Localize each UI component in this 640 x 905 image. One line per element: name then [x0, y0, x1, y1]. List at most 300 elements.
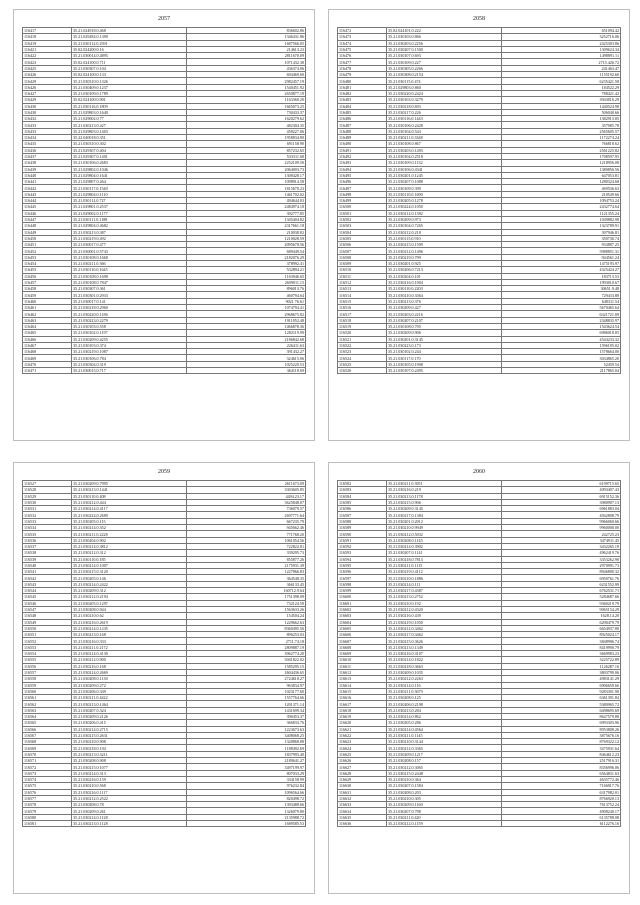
record-id-cell: 116533: [23, 518, 72, 524]
parcel-code-cell: 35.21.030409.0.1237: [72, 84, 187, 90]
amount-cell: 3474911.45: [502, 537, 621, 543]
parcel-code-cell: 35.21.030108.0.705: [387, 323, 502, 329]
amount-cell: 1461702.02: [187, 191, 306, 197]
record-id-cell: 116580: [23, 814, 72, 820]
record-id-cell: 116458: [23, 286, 72, 292]
amount-cell: 2432774.64: [502, 204, 621, 210]
amount-cell: 5284687.66: [502, 594, 621, 600]
amount-cell: 2117865.04: [502, 368, 621, 374]
amount-cell: 1049882.98: [502, 216, 621, 222]
ledger-table: [337, 27, 621, 374]
parcel-code-cell: 35.21.030215.0.3120: [72, 569, 187, 575]
amount-cell: 2968675.82: [187, 311, 306, 317]
parcel-code-cell: 35.21.030212.0.1392: [387, 210, 502, 216]
record-id-cell: 116567: [23, 732, 72, 738]
amount-cell: 366133.45: [187, 581, 306, 587]
amount-cell: 1578664.00: [502, 349, 621, 355]
record-id-cell: 116475: [338, 46, 387, 52]
parcel-code-cell: 35.21.029284.0.1390: [72, 34, 187, 40]
record-id-cell: 116502: [338, 216, 387, 222]
parcel-code-cell: 35.21.030216.0.3107: [387, 651, 502, 657]
parcel-code-cell: 35.21.030208.0.1145: [387, 537, 502, 543]
record-id-cell: 116490: [338, 141, 387, 147]
amount-cell: 160712.9.64: [187, 588, 306, 594]
amount-cell: 667235.79: [187, 518, 306, 524]
record-id-cell: 116627: [338, 764, 387, 770]
amount-cell: 2970991.73: [502, 562, 621, 568]
record-id-cell: 116632: [338, 795, 387, 801]
amount-cell: 1280324.68: [502, 179, 621, 185]
amount-cell: 214613.23: [187, 46, 306, 52]
amount-cell: 242725.23: [502, 531, 621, 537]
parcel-code-cell: 35.21.030208.0.157: [387, 758, 502, 764]
amount-cell: 1540451.92: [187, 84, 306, 90]
record-id-cell: 116463: [23, 317, 72, 323]
record-id-cell: 116430: [23, 109, 72, 115]
parcel-code-cell: 35.21.030218.0.2960: [72, 305, 187, 311]
parcel-code-cell: 35.21.030308.0.2154: [387, 72, 502, 78]
record-id-cell: 116468: [23, 349, 72, 355]
record-id-cell: 116591: [338, 537, 387, 543]
amount-cell: 6950761.76: [502, 575, 621, 581]
amount-cell: 771768.20: [187, 531, 306, 537]
amount-cell: 2317661.18: [187, 223, 306, 229]
parcel-code-cell: 35.02.024100.0.901: [72, 97, 187, 103]
amount-cell: 976232.84: [187, 783, 306, 789]
amount-cell: 494644.03: [187, 198, 306, 204]
parcel-code-cell: 35.21.030107.0.2495: [387, 368, 502, 374]
parcel-code-cell: 35.21.030210.0.568: [72, 783, 187, 789]
parcel-code-cell: 35.21.030214.0.1822: [387, 657, 502, 663]
record-id-cell: 116467: [23, 342, 72, 348]
amount-cell: 1751398.09: [187, 594, 306, 600]
ledger-table: [22, 480, 306, 827]
record-id-cell: 116439: [23, 166, 72, 172]
amount-cell: 9360219.79: [502, 600, 621, 606]
amount-cell: 6231552.99: [502, 581, 621, 587]
parcel-code-cell: 35.21.030103.0.558: [72, 323, 187, 329]
amount-cell: 689449.54: [187, 248, 306, 254]
parcel-code-cell: 35.21.030214.0.3902: [387, 543, 502, 549]
parcel-code-cell: 35.21.030106.0.4341: [387, 166, 502, 172]
parcel-code-cell: 35.21.030203.0.2256: [387, 40, 502, 46]
parcel-code-cell: 35.21.030209.0.1160: [387, 802, 502, 808]
amount-cell: 5670465.64: [502, 305, 621, 311]
parcel-code-cell: 35.21.030001.0.5743: [72, 248, 187, 254]
amount-cell: 694469.60: [187, 72, 306, 78]
record-id-cell: 116602: [338, 606, 387, 612]
record-id-cell: 116553: [23, 644, 72, 650]
amount-cell: 1218956.08: [502, 160, 621, 166]
record-id-cell: 116435: [23, 141, 72, 147]
record-id-cell: 116634: [338, 808, 387, 814]
record-id-cell: 116592: [338, 543, 387, 549]
parcel-code-cell: 35.21.030213.0.1441: [72, 487, 187, 493]
amount-cell: 4544233.32: [502, 336, 621, 342]
record-id-cell: 116462: [23, 311, 72, 317]
parcel-code-cell: 35.21.030214.0.111: [387, 581, 502, 587]
parcel-code-cell: 35.21.030201.0.2012: [387, 518, 502, 524]
record-id-cell: 116526: [338, 368, 387, 374]
record-id-cell: 116474: [338, 40, 387, 46]
record-id-cell: 116535: [23, 531, 72, 537]
amount-cell: 2517916.31: [502, 758, 621, 764]
parcel-code-cell: 35.21.030208.0.78: [72, 802, 187, 808]
record-id-cell: 116631: [338, 789, 387, 795]
parcel-code-cell: 35.21.029307.0.1401: [72, 153, 187, 159]
record-id-cell: 116550: [23, 625, 72, 631]
parcel-code-cell: 35.21.030017.0.477: [72, 242, 187, 248]
parcel-code-cell: 35.21.030108.0.1698: [72, 273, 187, 279]
record-id-cell: 116485: [338, 109, 387, 115]
amount-cell: 766818.62: [502, 141, 621, 147]
amount-cell: 2095678.56: [187, 242, 306, 248]
record-id-cell: 116588: [338, 518, 387, 524]
record-id-cell: 116572: [23, 764, 72, 770]
amount-cell: 6906659.66: [502, 682, 621, 688]
record-id-cell: 116492: [338, 153, 387, 159]
table-row: [338, 821, 621, 827]
parcel-code-cell: 35.21.030208.0.1130: [72, 676, 187, 682]
parcel-code-cell: 35.21.030212.0.1496: [387, 248, 502, 254]
parcel-code-cell: 35.21.030212.0.4320: [387, 606, 502, 612]
amount-cell: 4908240.17: [502, 808, 621, 814]
amount-cell: 4942808.79: [502, 512, 621, 518]
amount-cell: 532894.21: [187, 267, 306, 273]
record-id-cell: 116466: [23, 336, 72, 342]
record-id-cell: 116524: [338, 355, 387, 361]
record-id-cell: 116573: [23, 770, 72, 776]
parcel-code-cell: 35.21.030215.0.2448: [387, 770, 502, 776]
parcel-code-cell: 35.21.030224.0.2689: [72, 512, 187, 518]
amount-cell: 3875676.16: [502, 732, 621, 738]
record-id-cell: 116540: [23, 562, 72, 568]
parcel-code-cell: 35.21.030201.0.3145: [387, 336, 502, 342]
record-id-cell: 116501: [338, 210, 387, 216]
record-id-cell: 116532: [23, 512, 72, 518]
ledger-page-2: [328, 9, 630, 441]
parcel-code-cell: 35.02.024200.0.16: [72, 46, 187, 52]
record-id-cell: 116601: [338, 600, 387, 606]
record-id-cell: 116425: [23, 65, 72, 71]
parcel-code-cell: 35.02.024100.0.711: [72, 59, 187, 65]
parcel-code-cell: 35.21.030212.0.444: [72, 499, 187, 505]
parcel-code-cell: 35.21.030110.0.2203: [387, 286, 502, 292]
amount-cell: 1543624.54: [502, 323, 621, 329]
parcel-code-cell: 35.21.030219.0.1087: [72, 349, 187, 355]
record-id-cell: 116507: [338, 248, 387, 254]
parcel-code-cell: 35.21.024918.0.468: [72, 28, 187, 34]
record-id-cell: 116433: [23, 122, 72, 128]
amount-cell: 183713.53: [502, 273, 621, 279]
parcel-code-cell: 35.21.030212.0.3365: [387, 745, 502, 751]
parcel-code-cell: 35.21.030215.0.3626: [387, 638, 502, 644]
parcel-code-cell: 35.21.029804.0.1641: [72, 172, 187, 178]
amount-cell: 2697771.64: [187, 512, 306, 518]
parcel-code-cell: 35.21.030205.0.286: [387, 720, 502, 726]
amount-cell: 5380965.72: [502, 701, 621, 707]
record-id-cell: 116459: [23, 292, 72, 298]
parcel-code-cell: 35.21.030210.0.305: [387, 795, 502, 801]
amount-cell: 729433.88: [502, 292, 621, 298]
amount-cell: 458227.06: [187, 128, 306, 134]
amount-cell: 722822.01: [187, 543, 306, 549]
parcel-code-cell: 35.21.030211.0.3348: [387, 135, 502, 141]
record-id-cell: 116582: [338, 481, 387, 487]
parcel-code-cell: 35.21.030117.0.170: [387, 355, 502, 361]
record-id-cell: 116558: [23, 676, 72, 682]
record-id-cell: 116427: [23, 90, 72, 96]
record-id-cell: 116419: [23, 40, 72, 46]
record-id-cell: 116432: [23, 116, 72, 122]
record-id-cell: 116635: [338, 814, 387, 820]
record-id-cell: 116548: [23, 613, 72, 619]
parcel-code-cell: 35.02.024100.0.133: [72, 72, 187, 78]
record-id-cell: 116561: [23, 695, 72, 701]
parcel-code-cell: 35.21.030207.0.1584: [387, 783, 502, 789]
amount-cell: 807033.29: [187, 770, 306, 776]
record-id-cell: 116478: [338, 65, 387, 71]
record-id-cell: 116476: [338, 53, 387, 59]
amount-cell: 378992.41: [187, 260, 306, 266]
record-id-cell: 116581: [23, 821, 72, 827]
record-id-cell: 116628: [338, 770, 387, 776]
amount-cell: 3303605.85: [187, 487, 306, 493]
parcel-code-cell: 35.21.030214.0.862: [387, 713, 502, 719]
record-id-cell: 116438: [23, 160, 72, 166]
amount-cell: 2252109.50: [187, 160, 306, 166]
record-id-cell: 116498: [338, 191, 387, 197]
parcel-code-cell: 35.21.030212.0.312: [72, 550, 187, 556]
amount-cell: 4635772.46: [502, 776, 621, 782]
record-id-cell: 116449: [23, 229, 72, 235]
record-id-cell: 116477: [338, 59, 387, 65]
amount-cell: 1282119.99: [187, 330, 306, 336]
parcel-code-cell: 35.21.030215.0.1077: [72, 764, 187, 770]
record-id-cell: 116443: [23, 191, 72, 197]
parcel-code-cell: 35.21.030217.0.226: [387, 109, 502, 115]
table-row: [23, 821, 306, 827]
amount-cell: 8360495.56: [187, 625, 306, 631]
parcel-code-cell: 35.21.030117.0.1540: [72, 185, 187, 191]
parcel-code-cell: 35.21.030110.0.1690: [387, 191, 502, 197]
parcel-code-cell: 35.21.030209.0.7995: [72, 481, 187, 487]
parcel-code-cell: 35.21.030213.0.2752: [387, 594, 502, 600]
parcel-code-cell: 35.21.030219.0.4112: [387, 569, 502, 575]
parcel-code-cell: 35.21.030218.0.194: [72, 745, 187, 751]
record-id-cell: 116618: [338, 707, 387, 713]
amount-cell: 469536.63: [502, 185, 621, 191]
amount-cell: 1689585.53: [187, 821, 306, 827]
record-id-cell: 116465: [23, 330, 72, 336]
amount-cell: 732124.59: [187, 600, 306, 606]
amount-cell: 3408068.25: [187, 732, 306, 738]
amount-cell: 1172274.24: [502, 135, 621, 141]
amount-cell: 6564831.63: [502, 770, 621, 776]
record-id-cell: 116576: [23, 789, 72, 795]
amount-cell: 1815670.23: [187, 185, 306, 191]
amount-cell: 1393488.66: [187, 802, 306, 808]
amount-cell: 533311.68: [187, 153, 306, 159]
parcel-code-cell: 35.21.030212.0.3065: [387, 764, 502, 770]
amount-cell: 1596195.02: [502, 342, 621, 348]
amount-cell: 1308428.17: [187, 172, 306, 178]
amount-cell: 933887.25: [502, 242, 621, 248]
parcel-code-cell: 35.21.030213.0.1464: [72, 701, 187, 707]
parcel-code-cell: 35.21.029307.0.404: [72, 147, 187, 153]
page-title: 2058: [473, 16, 485, 22]
page-title: 2057: [158, 16, 170, 22]
record-id-cell: 116594: [338, 556, 387, 562]
amount-cell: 1025220.53: [187, 361, 306, 367]
parcel-code-cell: 35.21.029803.0.1403: [72, 128, 187, 134]
amount-cell: 8766920.13: [502, 795, 621, 801]
amount-cell: 3497199.97: [187, 764, 306, 770]
record-id-cell: 116470: [23, 361, 72, 367]
parcel-code-cell: 35.21.030108.0.867: [387, 141, 502, 147]
amount-cell: 226411.63: [187, 342, 306, 348]
parcel-code-cell: 35.21.030211.0.366: [72, 260, 187, 266]
record-id-cell: 116483: [338, 97, 387, 103]
record-id-cell: 116604: [338, 619, 387, 625]
parcel-code-cell: 35.21.030204.0.101: [387, 273, 502, 279]
parcel-code-cell: 35.21.030209.0.4255: [72, 336, 187, 342]
record-id-cell: 116570: [23, 751, 72, 757]
amount-cell: 210038.82: [187, 229, 306, 235]
parcel-code-cell: 35.21.030109.0.1789: [72, 90, 187, 96]
amount-cell: 2604436.65: [187, 669, 306, 675]
record-id-cell: 116600: [338, 594, 387, 600]
parcel-code-cell: 35.21.030017.0.141: [72, 298, 187, 304]
record-id-cell: 116560: [23, 688, 72, 694]
amount-cell: 1155192.60: [502, 72, 621, 78]
parcel-code-cell: 35.21.030214.0.2669: [72, 669, 187, 675]
parcel-code-cell: 35.21.029801.0.2537: [72, 204, 187, 210]
parcel-code-cell: 35.21.030109.0.227: [387, 59, 502, 65]
amount-cell: 7613752.24: [502, 802, 621, 808]
amount-cell: 436374.06: [187, 65, 306, 71]
amount-cell: 1620279.62: [187, 116, 306, 122]
amount-cell: 8953808.26: [502, 726, 621, 732]
record-id-cell: 116552: [23, 638, 72, 644]
ledger-page-4: [328, 462, 630, 894]
amount-cell: 2425303.86: [502, 40, 621, 46]
parcel-code-cell: 35.21.030214.0.4564: [387, 726, 502, 732]
record-id-cell: 116444: [23, 198, 72, 204]
record-id-cell: 116423: [23, 59, 72, 65]
amount-cell: 1096564.66: [187, 789, 306, 795]
amount-cell: 1023177.60: [187, 688, 306, 694]
record-id-cell: 116437: [23, 153, 72, 159]
amount-cell: 324615.06: [187, 355, 306, 361]
amount-cell: 6762531.71: [502, 588, 621, 594]
amount-cell: 3980907.13: [502, 499, 621, 505]
amount-cell: 8946800.32: [502, 569, 621, 575]
amount-cell: 1431699.34: [187, 707, 306, 713]
parcel-code-cell: 35.21.030210.0.9949: [387, 525, 502, 531]
amount-cell: 1121355.24: [502, 210, 621, 216]
amount-cell: 4494.23.17: [187, 493, 306, 499]
amount-cell: 2609011.15: [187, 279, 306, 285]
record-id-cell: 116574: [23, 776, 72, 782]
record-id-cell: 116508: [338, 254, 387, 260]
amount-cell: 8356996.06: [502, 764, 621, 770]
amount-cell: 2484974.18: [187, 204, 306, 210]
record-id-cell: 116530: [23, 499, 72, 505]
parcel-code-cell: 35.21.030209.0.312: [72, 588, 187, 594]
parcel-code-cell: 35.21.030216.0.333: [72, 638, 187, 644]
record-id-cell: 116504: [338, 229, 387, 235]
record-id-cell: 116562: [23, 701, 72, 707]
parcel-code-cell: 35.21.030206.0.349: [72, 688, 187, 694]
table-row: [338, 368, 621, 374]
parcel-code-cell: 35.21.030110.0.1645: [72, 267, 187, 273]
amount-cell: 1094753.24: [502, 198, 621, 204]
record-id-cell: 116499: [338, 198, 387, 204]
record-id-cell: 116541: [23, 569, 72, 575]
parcel-code-cell: 35.21.030310.0.1326: [72, 78, 187, 84]
record-id-cell: 116464: [23, 323, 72, 329]
amount-cell: 2982457.19: [187, 78, 306, 84]
record-id-cell: 116484: [338, 103, 387, 109]
record-id-cell: 116615: [338, 688, 387, 694]
record-id-cell: 116616: [338, 695, 387, 701]
parcel-code-cell: 35.21.030214.0.4130: [72, 651, 187, 657]
parcel-code-cell: 35.21.030209.0.1217: [387, 751, 502, 757]
parcel-code-cell: 35.21.030214.0.2715: [72, 726, 187, 732]
record-id-cell: 116426: [23, 84, 72, 90]
record-id-cell: 116479: [338, 72, 387, 78]
amount-cell: 482304.35: [187, 122, 306, 128]
parcel-code-cell: 35.21.030214.0.352: [72, 525, 187, 531]
record-id-cell: 116527: [23, 481, 72, 487]
parcel-code-cell: 35.21.030208.0.908: [72, 758, 187, 764]
parcel-code-cell: 35.21.030212.0.2263: [387, 676, 502, 682]
amount-cell: 1345404.82: [187, 216, 306, 222]
record-id-cell: 116568: [23, 739, 72, 745]
amount-cell: 1227866.83: [187, 569, 306, 575]
parcel-code-cell: 35.21.030210.0.3144: [387, 739, 502, 745]
parcel-code-cell: 35.21.029802.0.1046: [72, 166, 187, 172]
record-id-cell: 116429: [23, 97, 72, 103]
record-id-cell: 116510: [338, 267, 387, 273]
record-id-cell: 116559: [23, 682, 72, 688]
parcel-code-cell: 35.21.030214.0.313: [72, 770, 187, 776]
parcel-code-cell: 35.21.030219.0.492: [72, 235, 187, 241]
record-id-cell: 116503: [338, 223, 387, 229]
record-id-cell: 116488: [338, 128, 387, 134]
amount-cell: 1229662.63: [187, 619, 306, 625]
amount-cell: 1346431.86: [187, 34, 306, 40]
parcel-code-cell: 35.21.030307.0.361: [72, 286, 187, 292]
amount-cell: 963834.97: [187, 682, 306, 688]
parcel-code-cell: 35.21.030207.0.1088: [387, 179, 502, 185]
record-id-cell: 116557: [23, 669, 72, 675]
record-id-cell: 116607: [338, 638, 387, 644]
record-id-cell: 116461: [23, 305, 72, 311]
parcel-code-cell: 35.21.030214.0.1007: [72, 562, 187, 568]
record-id-cell: 116598: [338, 581, 387, 587]
parcel-code-cell: 35.21.030201.0.1245: [387, 172, 502, 178]
record-id-cell: 116621: [338, 726, 387, 732]
amount-cell: 1466878.36: [187, 323, 306, 329]
record-id-cell: 116544: [23, 588, 72, 594]
record-id-cell: 116528: [23, 487, 72, 493]
amount-cell: 1201371.14: [187, 701, 306, 707]
record-id-cell: 116593: [338, 550, 387, 556]
record-id-cell: 116491: [338, 147, 387, 153]
amount-cell: 1440524.98: [502, 103, 621, 109]
